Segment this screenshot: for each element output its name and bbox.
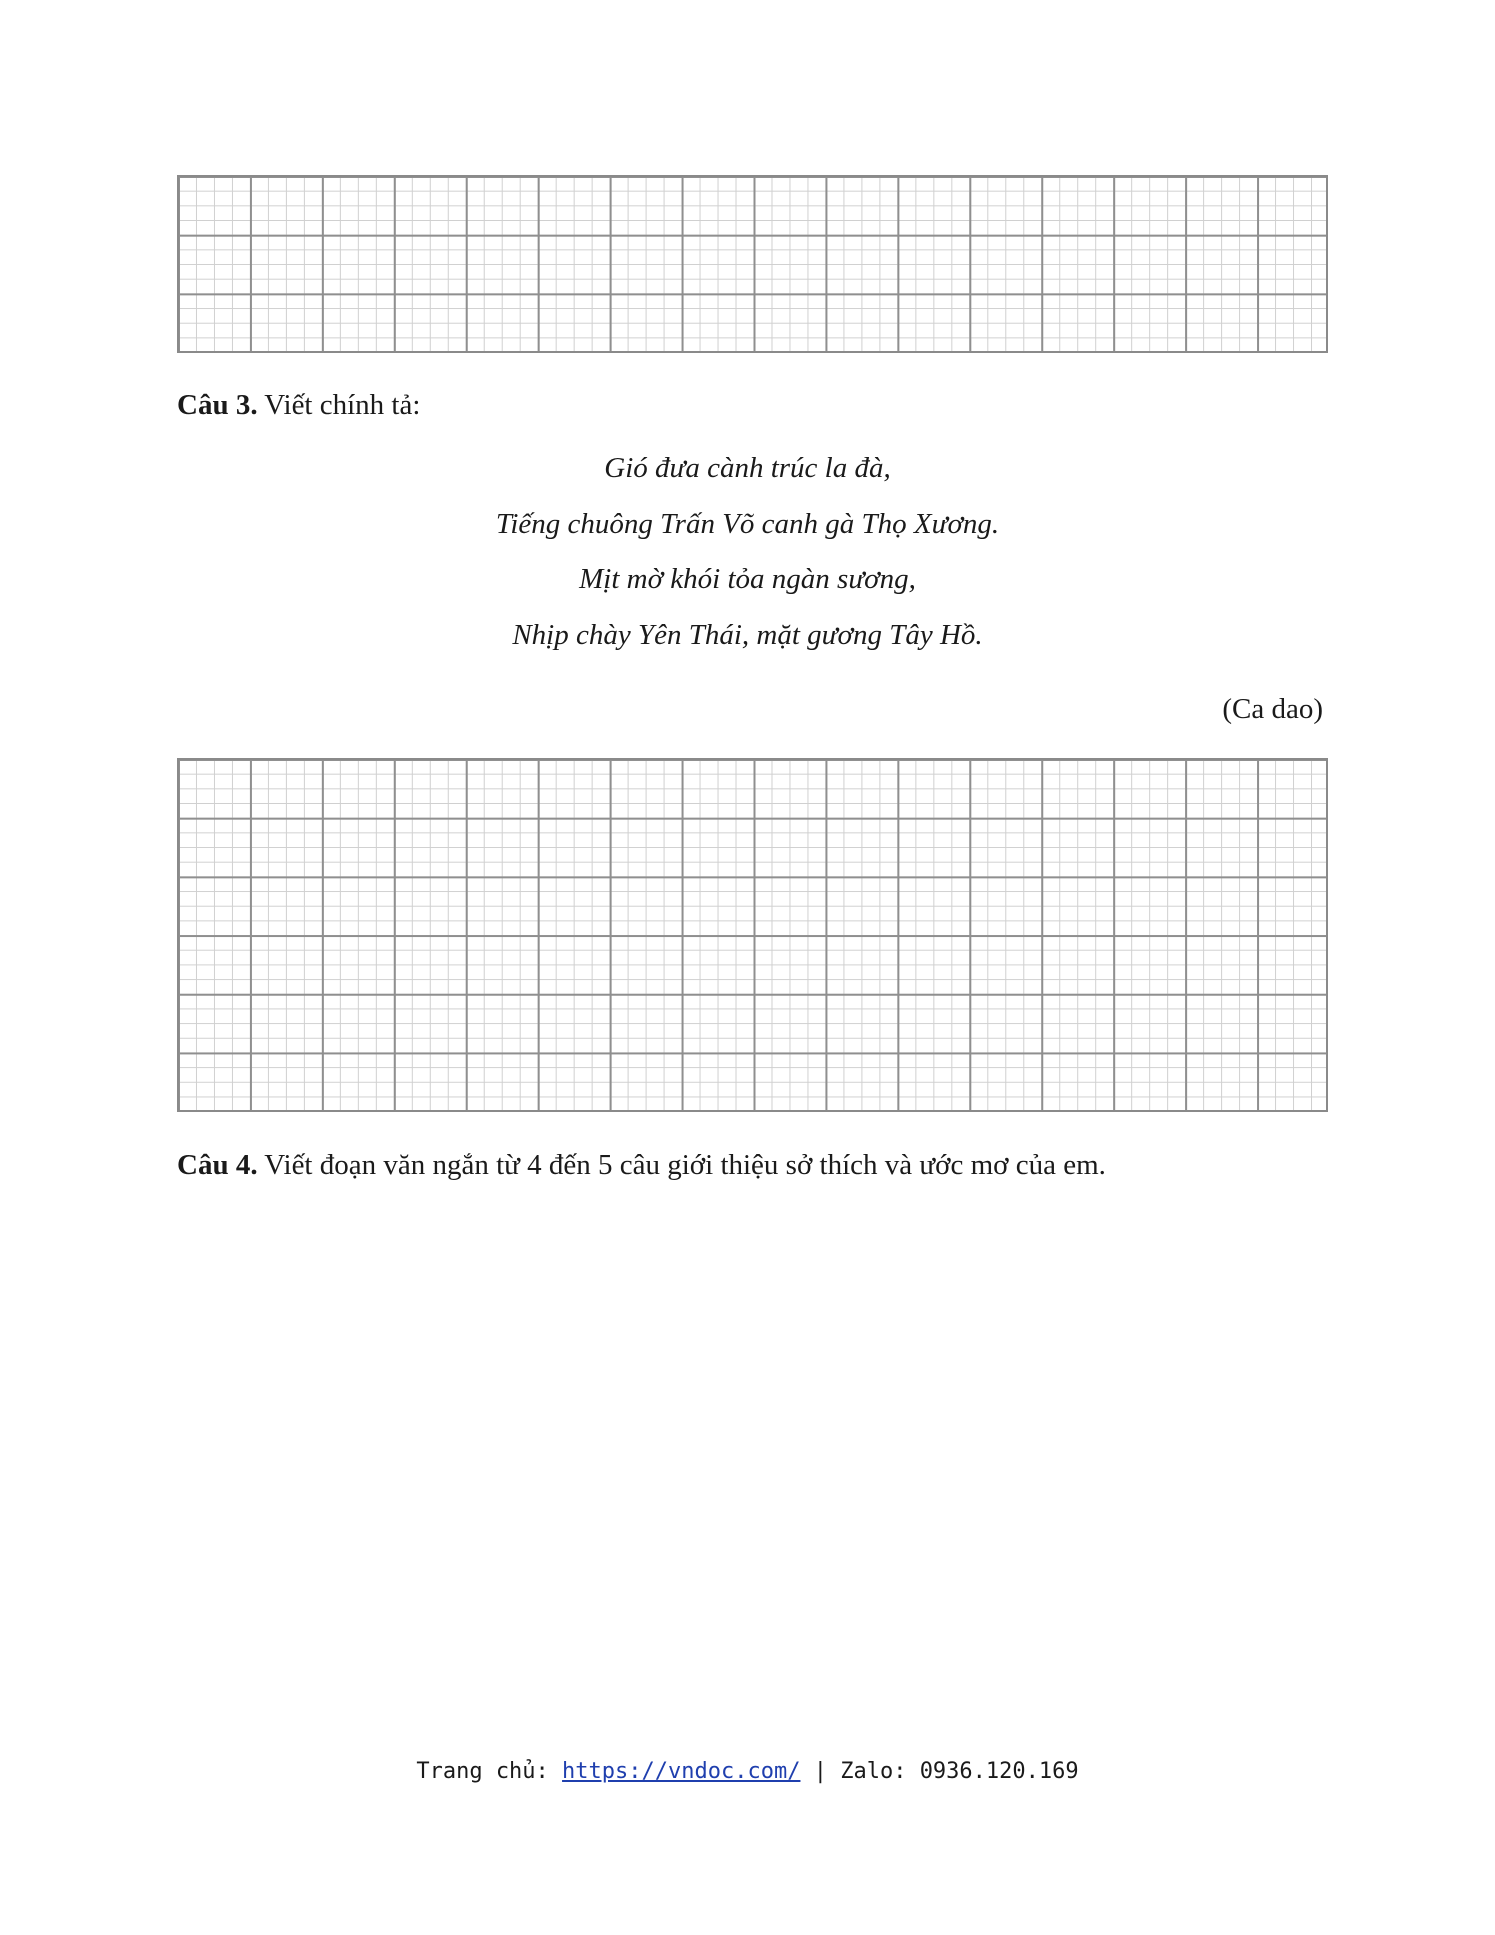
question-4-label: Câu 4. (177, 1149, 258, 1181)
question-4 (177, 1148, 1106, 1182)
poem (0, 451, 1495, 673)
poem-line: Mịt mờ khói tỏa ngàn sương, (579, 563, 916, 595)
footer-home-label: Trang chủ: (416, 1759, 563, 1784)
footer-home-link[interactable]: https://vndoc.com/ (562, 1759, 801, 1784)
footer-separator: | (800, 1759, 841, 1784)
question-3-label: Câu 3. (177, 389, 258, 421)
question-4-text: Viết đoạn văn ngắn từ 4 đến 5 câu giới thiệu sở thích và ước mơ của em. (257, 1149, 1106, 1181)
page-footer (0, 1758, 1495, 1786)
footer-zalo: Zalo: 0936.120.169 (840, 1759, 1079, 1784)
question-3 (177, 388, 420, 422)
writing-grid-top (177, 175, 1328, 353)
poem-line: Gió đưa cành trúc la đà, (604, 452, 891, 484)
question-3-text: Viết chính tả: (257, 389, 421, 421)
poem-line: Tiếng chuông Trấn Võ canh gà Thọ Xương. (495, 507, 1000, 540)
poem-line: Nhịp chày Yên Thái, mặt gương Tây Hồ. (512, 618, 983, 651)
writing-grid-dictation (177, 758, 1328, 1112)
poem-source: (Ca dao) (1222, 693, 1323, 725)
